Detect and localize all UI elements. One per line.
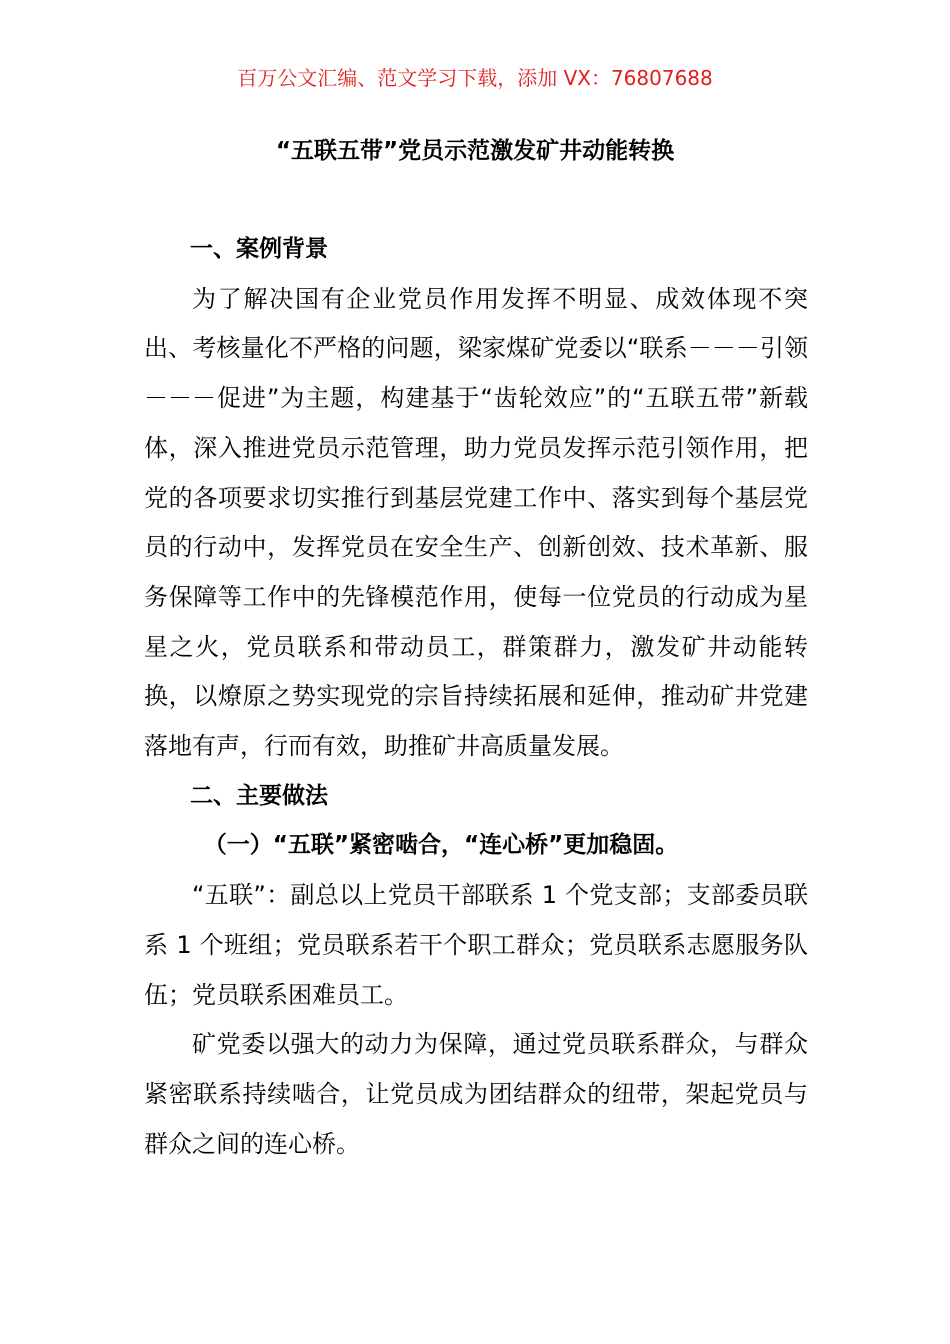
paragraph-wulian-definition: “五联”：副总以上党员干部联系 1 个党支部；支部委员联系 1 个班组；党员联系若干个职工群众；党员联系志愿服务队伍；党员联系困难员工。 bbox=[144, 881, 808, 1009]
document-title: “五联五带”党员示范激发矿井动能转换 bbox=[275, 138, 675, 164]
section-heading-background: 一、案例背景 bbox=[190, 236, 328, 262]
promo-header: 百万公文汇编、范文学习下载，添加 VX：76807688 bbox=[237, 66, 713, 90]
section-heading-main-practices: 二、主要做法 bbox=[190, 782, 328, 809]
paragraph-connecting-bridge: 矿党委以强大的动力为保障，通过党员联系群众，与群众紧密联系持续啮合，让党员成为团结群众的纽带，架起党员与群众之间的连心桥。 bbox=[144, 1030, 808, 1158]
document-body bbox=[144, 225, 808, 1169]
subsection-heading-wulian: （一）“五联”紧密啮合，“连心桥”更加稳固。 bbox=[203, 832, 679, 859]
paragraph-background: 为了解决国有企业党员作用发挥不明显、成效体现不突出、考核量化不严格的问题，梁家煤矿党委以“联系－－－引领－－－促进”为主题，构建基于“齿轮效应”的“五联五带”新载体，深入推进党员示范管理，助力党员发挥示范引领作用，把党的各项要求切实推行到基层党建工作中、落实到每个基层党员的行动中，发挥党员在安全生产、创新创效、技术革新、服务保障等工作中的先锋模范作用，使每一位党员的行动成为星星之火，党员联系和带动员工，群策群力，激发矿井动能转换，以燎原之势实现党的宗旨持续拓展和延伸，推动矿井党建落地有声，行而有效，助推矿井高质量发展。 bbox=[144, 284, 808, 761]
